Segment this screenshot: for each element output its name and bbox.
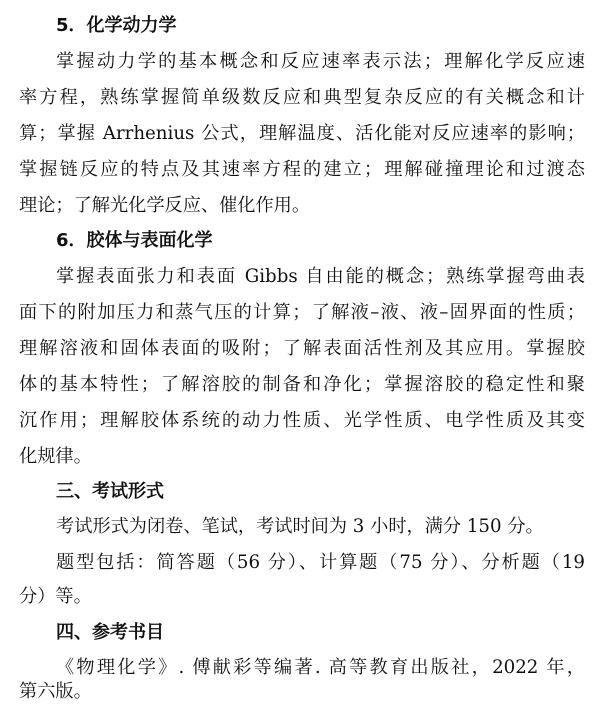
section-5-line-3: 算；掌握 Arrhenius 公式，理解温度、活化能对反应速率的影响； [19, 123, 585, 144]
reference-line-1: 《物理化学》. 傅献彩等编著. 高等教育出版社，2022 年， [56, 657, 585, 678]
section-6-line-6: 化规律。 [19, 446, 92, 467]
section-6-line-3: 理解溶液和固体表面的吸附；了解表面活性剂及其应用。掌握胶 [19, 338, 585, 359]
section-references-heading: 四、参考书目 [56, 622, 164, 643]
exam-format-line-3: 分）等。 [19, 586, 92, 607]
section-6-heading: 6．胶体与表面化学 [56, 230, 213, 251]
section-6-line-2: 面下的附加压力和蒸气压的计算；了解液–液、液–固界面的性质； [19, 302, 585, 323]
section-6-line-4: 体的基本特性；了解溶胶的制备和净化；掌握溶胶的稳定性和聚 [19, 374, 585, 395]
section-6-line-1: 掌握表面张力和表面 Gibbs 自由能的概念；熟练掌握弯曲表 [56, 266, 585, 287]
section-5-line-1: 掌握动力学的基本概念和反应速率表示法；理解化学反应速 [56, 51, 585, 72]
exam-format-line-1: 考试形式为闭卷、笔试，考试时间为 3 小时，满分 150 分。 [56, 516, 544, 537]
section-6-line-5: 沉作用；理解胶体系统的动力性质、光学性质、电学性质及其变 [19, 410, 585, 431]
section-5-line-4: 掌握链反应的特点及其速率方程的建立；理解碰撞理论和过渡态 [19, 159, 585, 180]
exam-format-line-2: 题型包括：简答题（56 分）、计算题（75 分）、分析题（19 [56, 552, 585, 573]
reference-line-2: 第六版。 [19, 681, 92, 702]
section-5-line-5: 理论；了解光化学反应、催化作用。 [19, 195, 311, 216]
section-5-line-2: 率方程，熟练掌握简单级数反应和典型复杂反应的有关概念和计 [19, 87, 585, 108]
section-5-heading: 5．化学动力学 [56, 15, 177, 36]
section-exam-format-heading: 三、考试形式 [56, 481, 164, 502]
